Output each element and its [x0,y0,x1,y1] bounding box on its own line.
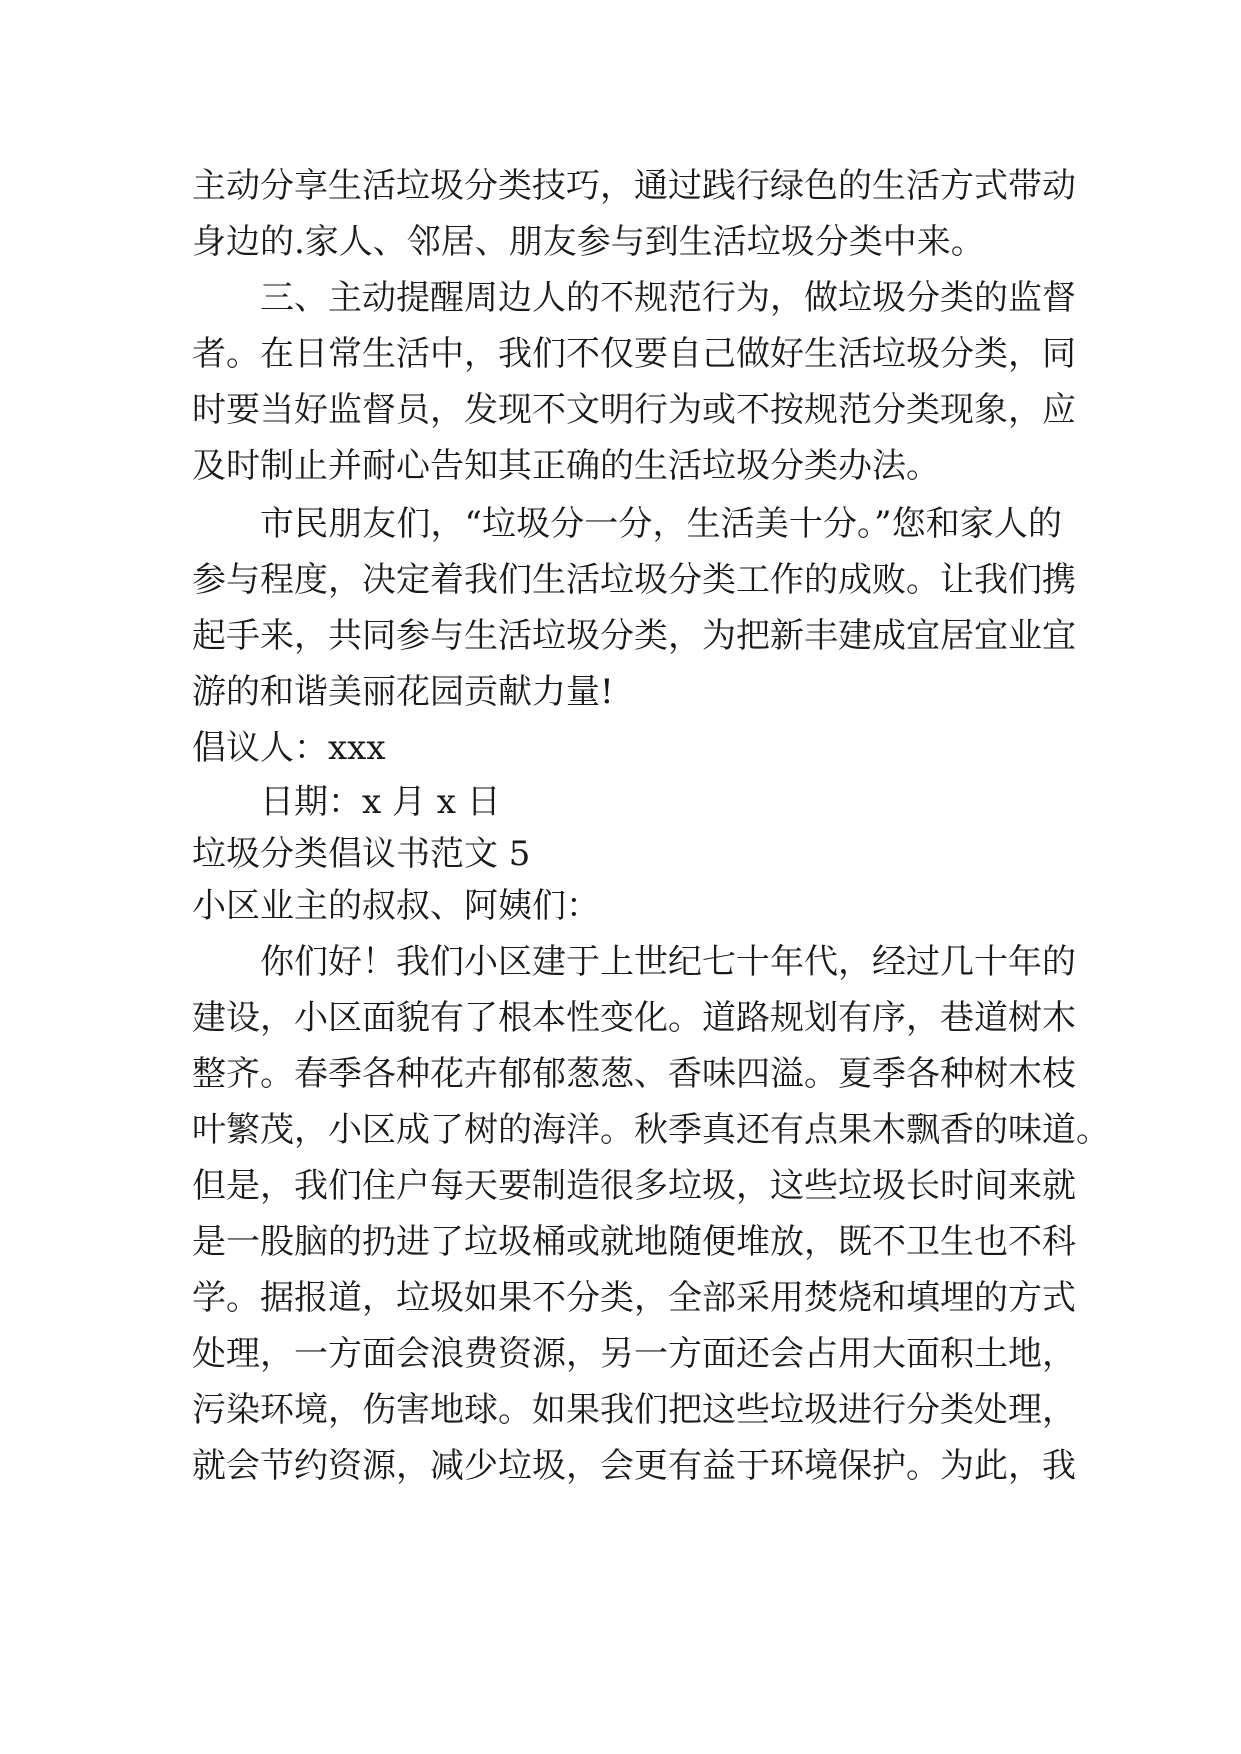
salutation: 小区业主的叔叔、阿姨们： [192,886,600,926]
text-line: 起手来，共同参与生活垃圾分类，为把新丰建成宜居宜业宜 [192,616,1076,656]
text-line: 学。据报道，垃圾如果不分类，全部采用焚烧和填埋的方式 [192,1278,1076,1318]
signer-line: 倡议人：xxx [192,728,386,768]
text-line: 你们好！我们小区建于上世纪七十年代，经过几十年的 [260,942,1076,982]
text-line: 及时制止并耐心告知其正确的生活垃圾分类办法。 [192,446,940,486]
text-line: 就会节约资源，减少垃圾，会更有益于环境保护。为此，我 [192,1446,1076,1486]
text-line: 处理，一方面会浪费资源，另一方面还会占用大面积土地， [192,1334,1076,1374]
text-line: 整齐。春季各种花卉郁郁葱葱、香味四溢。夏季各种树木枝 [192,1054,1076,1094]
text-line: 建设，小区面貌有了根本性变化。道路规划有序，巷道树木 [192,998,1076,1038]
text-line: 时要当好监督员，发现不文明行为或不按规范分类现象，应 [192,390,1076,430]
text-line: 主动分享生活垃圾分类技巧，通过践行绿色的生活方式带动 [192,166,1076,206]
text-line: 市民朋友们，“垃圾分一分，生活美十分。”您和家人的 [260,504,1062,544]
text-line: 者。在日常生活中，我们不仅要自己做好生活垃圾分类，同 [192,334,1076,374]
date-line: 日期：x 月 x 日 [260,782,501,822]
text-line: 参与程度，决定着我们生活垃圾分类工作的成败。让我们携 [192,560,1076,600]
section-title: 垃圾分类倡议书范文 5 [192,834,531,874]
text-line: 三、主动提醒周边人的不规范行为，做垃圾分类的监督 [260,278,1076,318]
text-line: 但是，我们住户每天要制造很多垃圾，这些垃圾长时间来就 [192,1166,1076,1206]
text-line: 身边的.家人、邻居、朋友参与到生活垃圾分类中来。 [192,222,985,262]
text-line: 游的和谐美丽花园贡献力量! [192,672,614,712]
text-line: 叶繁茂，小区成了树的海洋。秋季真还有点果木飘香的味道。 [192,1110,1110,1150]
text-line: 是一股脑的扔进了垃圾桶或就地随便堆放，既不卫生也不科 [192,1222,1076,1262]
text-line: 污染环境，伤害地球。如果我们把这些垃圾进行分类处理， [192,1390,1076,1430]
